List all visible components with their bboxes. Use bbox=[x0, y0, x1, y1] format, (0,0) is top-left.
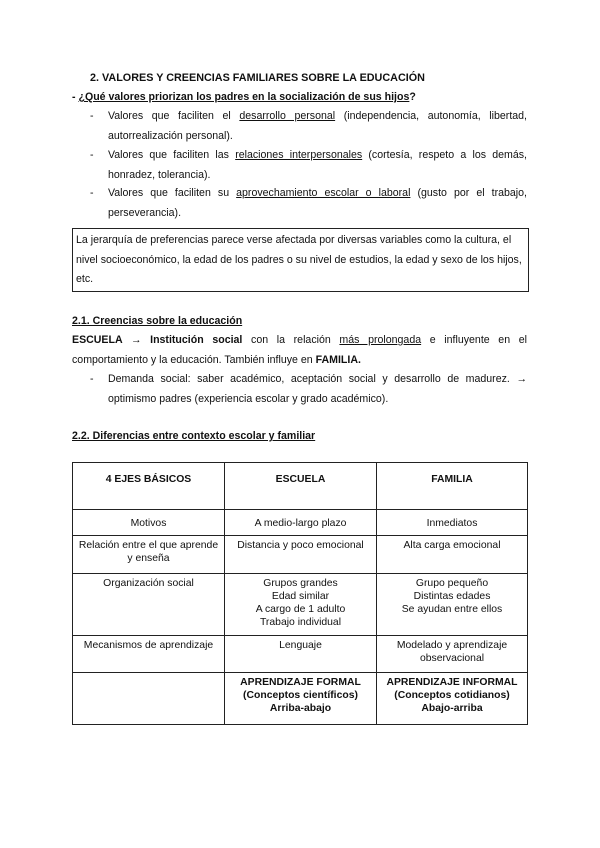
bullet-underlined: aprovechamiento escolar o laboral bbox=[236, 187, 411, 199]
table-cell: Alta carga emocional bbox=[377, 536, 528, 574]
text: e influyente en el comportamiento y la educación. También influye en bbox=[72, 334, 527, 366]
bullet-item bbox=[108, 146, 527, 185]
question-text: ¿Qué valores priorizan los padres en la socialización de sus hijos bbox=[78, 91, 410, 103]
bullet-dash: - bbox=[90, 187, 94, 199]
table-cell: Lenguaje bbox=[225, 636, 377, 673]
cell-line: Se ayudan entre ellos bbox=[401, 604, 503, 615]
cell-line: (Conceptos cotidianos) bbox=[394, 690, 510, 701]
cell-line: APRENDIZAJE INFORMAL bbox=[386, 677, 518, 688]
table-cell: A medio-largo plazo bbox=[225, 510, 377, 536]
comparison-table bbox=[72, 462, 528, 725]
question-prefix: - bbox=[72, 91, 79, 103]
cell-line: A cargo de 1 adulto bbox=[255, 604, 346, 615]
bullet-text: (gusto por el trabajo, perseverancia). bbox=[108, 187, 527, 219]
bullet-item bbox=[108, 107, 527, 146]
table-row bbox=[73, 673, 528, 725]
bullet-text: (cortesía, respeto a los demás, honradez, tolerancia). bbox=[108, 149, 527, 181]
bullet-text: (independencia, autonomía, libertad, autorrealización personal). bbox=[108, 110, 527, 142]
text: con la relación bbox=[242, 334, 340, 346]
bullet-item: Demanda social: saber académico, aceptación social y desarrollo de madurez. → optimismo padres (experiencia escolar y grado académico). bbox=[108, 373, 527, 405]
question-mark: ? bbox=[409, 91, 416, 103]
cell-line: Trabajo individual bbox=[259, 617, 342, 628]
bullet-text: Valores que faciliten el bbox=[108, 110, 240, 122]
table-row bbox=[73, 536, 528, 574]
bullet-underlined: relaciones interpersonales bbox=[235, 149, 363, 161]
table-cell: Relación entre el que aprende y enseña bbox=[73, 536, 225, 574]
table-cell bbox=[73, 673, 225, 725]
cell-line: Distintas edades bbox=[413, 591, 491, 602]
table-cell: Organización social bbox=[73, 574, 225, 636]
table-cell: Inmediatos bbox=[377, 510, 528, 536]
bold-text: ESCUELA → Institución social bbox=[72, 334, 243, 346]
cell-line: Grupos grandes bbox=[263, 578, 338, 589]
table-row bbox=[73, 510, 528, 536]
table-cell bbox=[377, 673, 528, 725]
cell-line: Edad similar bbox=[271, 591, 330, 602]
cell-line: Grupo pequeño bbox=[415, 578, 489, 589]
subsection-title: 2.1. Creencias sobre la educación bbox=[72, 315, 243, 327]
note-box bbox=[72, 228, 529, 292]
header-cell: FAMILIA bbox=[377, 463, 528, 510]
table-row bbox=[73, 574, 528, 636]
note-text: La jerarquía de preferencias parece verse afectada por diversas variables como la cultura, el nivel socioeconómico, la edad de los padres o su nivel de estudios, la edad y sexo de los hijos, etc. bbox=[76, 234, 522, 285]
table-cell: Motivos bbox=[73, 510, 225, 536]
cell-line: Abajo-arriba bbox=[421, 703, 483, 714]
table-cell: Distancia y poco emocional bbox=[225, 536, 377, 574]
paragraph bbox=[72, 331, 527, 370]
table-cell: Modelado y aprendizaje observacional bbox=[377, 636, 528, 673]
bullet-text: Valores que faciliten las bbox=[108, 149, 236, 161]
bullet-underlined: desarrollo personal bbox=[239, 110, 336, 122]
cell-line: APRENDIZAJE FORMAL bbox=[240, 677, 361, 688]
section-title: 2. VALORES Y CREENCIAS FAMILIARES SOBRE LA EDUCACIÓN bbox=[90, 72, 425, 84]
cell-line: (Conceptos científicos) bbox=[243, 690, 358, 701]
bullet-item bbox=[108, 184, 527, 223]
bullet-dash: - bbox=[90, 110, 94, 122]
bullet-text: Valores que faciliten su bbox=[108, 187, 237, 199]
table-cell bbox=[377, 574, 528, 636]
subsection-title: 2.2. Diferencias entre contexto escolar y familiar bbox=[72, 430, 316, 442]
question bbox=[72, 90, 416, 104]
header-cell: 4 EJES BÁSICOS bbox=[73, 463, 225, 510]
cell-line: Arriba-abajo bbox=[269, 703, 332, 714]
header-cell: ESCUELA bbox=[225, 463, 377, 510]
underlined-text: más prolongada bbox=[339, 334, 422, 346]
bullet-dash: - bbox=[90, 373, 94, 385]
table-cell bbox=[225, 673, 377, 725]
table-header-row bbox=[73, 463, 528, 510]
table-cell: Mecanismos de aprendizaje bbox=[73, 636, 225, 673]
bold-text: FAMILIA. bbox=[315, 353, 361, 366]
table-row bbox=[73, 636, 528, 673]
table-cell bbox=[225, 574, 377, 636]
bullet-dash: - bbox=[90, 149, 94, 161]
